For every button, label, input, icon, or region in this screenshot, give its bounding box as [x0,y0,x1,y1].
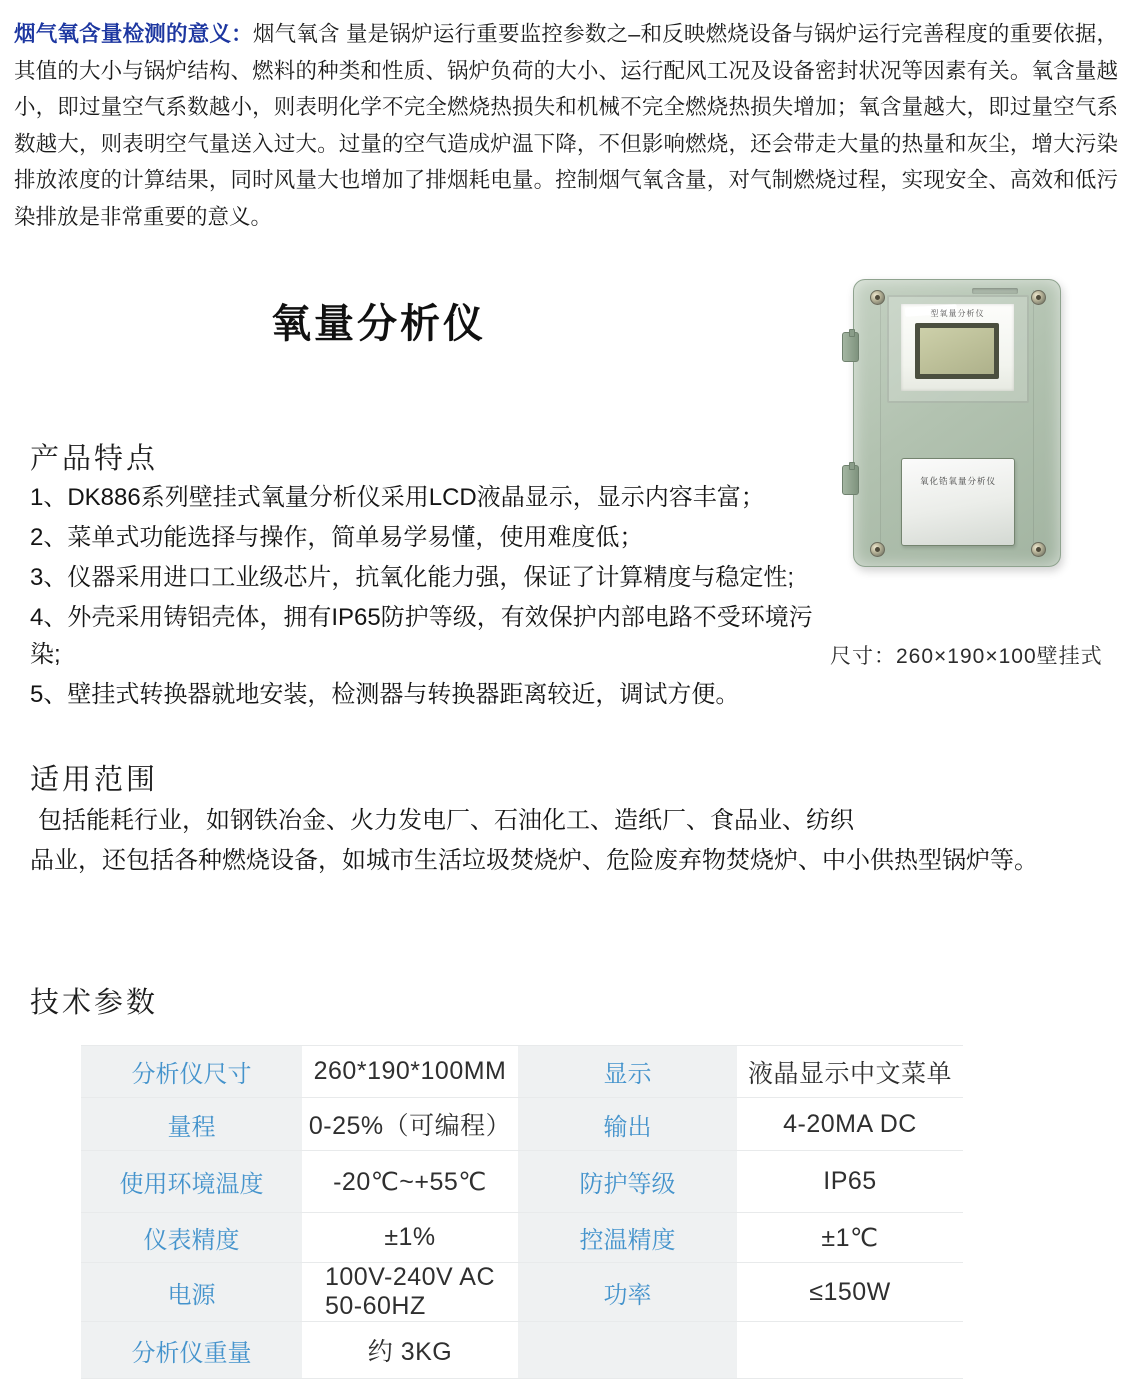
feature-item: 2、菜单式功能选择与操作，简单易学易懂，使用难度低； [30,524,644,551]
spec-value: 0-25%（可编程） [302,1098,518,1151]
scope-text [30,801,1090,881]
panel-seam-left [880,290,881,556]
specs-table [81,1045,963,1379]
table-row [81,1151,963,1213]
spec-label: 使用环境温度 [81,1151,302,1213]
scope-line: 品业，还包括各种燃烧设备，如城市生活垃圾焚烧炉、危险废弃物焚烧炉、中小供热型锅炉等。 [30,847,1038,874]
spec-value [737,1322,963,1379]
spec-label: 仪表精度 [81,1213,302,1263]
spec-label: 控温精度 [518,1213,737,1263]
specs-heading: 技术参数 [30,987,159,1019]
spec-value: ≤150W [737,1263,963,1322]
size-caption: 尺寸：260×190×100壁挂式 [830,645,1103,668]
spec-value: -20℃~+55℃ [302,1151,518,1213]
spec-label [518,1322,737,1379]
scope-line: 包括能耗行业，如钢铁冶金、火力发电厂、石油化工、造纸厂、食品业、纺织 [38,807,854,834]
spec-value: 液晶显示中文菜单 [737,1046,963,1098]
lcd-screen [915,323,999,379]
scope-heading: 适用范围 [30,764,159,796]
table-row [81,1322,963,1379]
spec-value: ±1% [302,1213,518,1263]
spec-label: 显示 [518,1046,737,1098]
spec-value [302,1263,518,1322]
device-model-label: 型氧量分析仪 [930,309,985,318]
spec-value-line: 50-60HZ [324,1292,426,1320]
name-plate [901,458,1015,546]
corner-screw-icon [1031,290,1046,305]
corner-screw-icon [870,542,885,557]
intro-paragraph [14,16,1118,236]
display-panel [901,304,1014,391]
spec-value: 260*190*100MM [302,1046,518,1098]
spec-label: 分析仪尺寸 [81,1046,302,1098]
spec-label: 电源 [81,1263,302,1322]
spec-value: ±1℃ [737,1213,963,1263]
corner-screw-icon [870,290,885,305]
spec-label: 量程 [81,1098,302,1151]
features-heading: 产品特点 [30,443,159,475]
spec-value: IP65 [737,1151,963,1213]
spec-label: 防护等级 [518,1151,737,1213]
feature-item: 3、仪器采用进口工业级芯片，抗氧化能力强，保证了计算精度与稳定性; [30,564,795,591]
product-title: 氧量分析仪 [271,302,486,346]
table-row [81,1098,963,1151]
device-enclosure [853,279,1061,567]
feature-item: 5、壁挂式转换器就地安装，检测器与转换器距离较近，调试方便。 [30,681,740,708]
product-photo [840,277,1068,569]
intro-lead: 烟气氧含量检测的意义： [14,22,253,46]
spec-label: 分析仪重量 [81,1322,302,1379]
name-plate-label: 氧化锆氧量分析仪 [919,476,996,486]
spec-value-line: 100V-240V AC [324,1263,495,1291]
spec-label: 输出 [518,1098,737,1151]
feature-item: 1、DK886系列壁挂式氧量分析仪采用LCD液晶显示，显示内容丰富； [30,484,765,511]
hinge-icon [842,465,859,495]
features-list [30,479,822,716]
spec-value: 4-20MA DC [737,1098,963,1151]
feature-item: 4、外壳采用铸铝壳体，拥有IP65防护等级，有效保护内部电路不受环境污染; [30,604,813,668]
top-vent-slot [972,288,1018,294]
corner-screw-icon [1031,542,1046,557]
spec-value: 约 3KG [302,1322,518,1379]
spec-label: 功率 [518,1263,737,1322]
table-row [81,1263,963,1322]
intro-body: 烟气氧含 量是锅炉运行重要监控参数之–和反映燃烧设备与锅炉运行完善程度的重要依据，其值的大小与锅炉结构、燃料的种类和性质、锅炉负荷的大小、运行配风工况及设备密封状况等因素有关。氧含量越小，即过量空气系数越小，则表明化学不完全燃烧热损失和机械不完全燃烧热损失增加；氧含量越大，即过量空气系数越大，则表明空气量送入过大。过量的空气造成炉温下降，不但影响燃烧，还会带走大量的热量和灰尘，增大污染排放浓度的计算结果，同时风量大也增加了排烟耗电量。控制烟气氧含量，对气制燃烧过程，实现安全、高效和低污染排放是非常重要的意义。 [14,22,1118,229]
table-row [81,1046,963,1098]
table-row [81,1213,963,1263]
panel-seam-right [1033,290,1034,556]
hinge-icon [842,332,859,362]
